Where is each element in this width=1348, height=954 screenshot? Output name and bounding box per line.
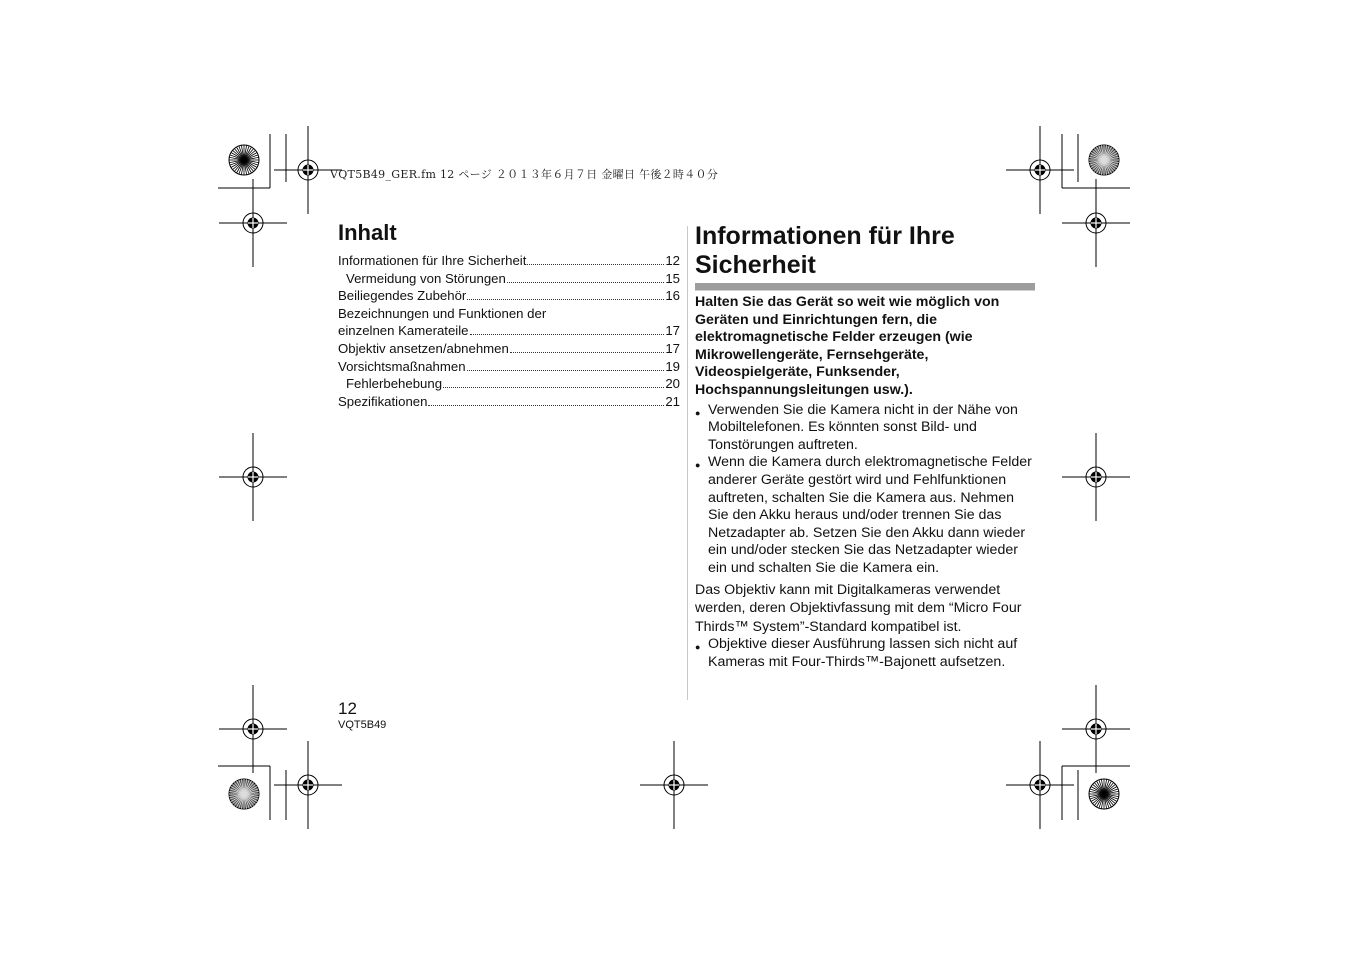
toc-entry [338,393,680,411]
registration-mark-icon [219,433,287,521]
bullet-text: Objektive dieser Ausführung lassen sich nicht auf Kameras mit Four-Thirds™-Bajonett aufsetzen. [708,636,1018,670]
toc-leader-dots [507,270,665,283]
toc-entry-label: Vermeidung von Störungen [346,270,506,286]
registration-mark-icon [274,741,342,829]
bullet-dot-icon: ● [695,460,701,471]
toc-leader-dots [467,358,665,371]
registration-mark-icon [219,179,287,267]
registration-mark-icon [640,741,708,829]
document-code: VQT5B49 [338,719,387,731]
toc-entry-page: 12 [665,253,680,268]
section-body [695,294,1037,671]
star-target-icon [1089,779,1119,809]
bullet-dot-icon: ● [695,407,701,418]
bullet-text: Wenn die Kamera durch elektromagnetische Felder anderer Geräte gestört wird und Fehlfunktionen auftreten, schalten Sie die Kamera aus. Nehmen Sie den Akku heraus und/oder trennen Sie das Netzadapter ab. Setzen Sie den Akku dann wieder ein und/oder stecken Sie das Netzadapter wieder ein und schalten Sie die Kamera ein. [708,454,1032,576]
toc-entry [338,340,680,358]
toc-entry-page: 17 [665,340,680,356]
toc-entry-label: Objektiv ansetzen/abnehmen [338,340,509,356]
toc-entry [338,252,680,270]
toc-leader-dots [470,322,665,335]
toc-entry-label: einzelnen Kamerateile [338,323,469,339]
toc-leader-dots [428,393,664,406]
column-divider [687,226,688,700]
toc-title: Inhalt [338,220,397,245]
toc-entry-page: 19 [665,358,680,374]
print-header-file-info: VQT5B49_GER.fm 12 ページ ２０１３年６月７日 金曜日 午後２時４０分 [330,168,719,181]
toc-leader-dots [467,287,664,300]
toc-entry [338,375,680,393]
toc-entry-page: 16 [665,288,680,304]
toc-entry-page: 17 [665,323,680,339]
registration-mark-icon [1062,179,1130,267]
toc-entry-page: 15 [665,270,680,286]
title-underline-shadow [695,290,1035,291]
star-target-icon [1089,145,1119,175]
bullet-list-1 [695,402,1037,578]
toc-entry [338,305,680,323]
page-number: 12 [338,699,357,718]
toc-entry-label: Fehlerbehebung [346,376,443,392]
bullet-item [695,636,1037,671]
table-of-contents [338,252,680,410]
toc-entry [338,322,680,340]
bullet-item [695,454,1037,577]
toc-entry [338,358,680,376]
toc-entry-page: 20 [665,376,680,392]
toc-entry-label: Vorsichtsmaßnahmen [338,358,466,374]
toc-entry-label: Informationen für Ihre Sicherheit [338,253,527,268]
bullet-dot-icon: ● [695,642,701,652]
registration-mark-icon [219,685,287,773]
toc-entry [338,287,680,305]
toc-leader-dots [527,252,664,265]
toc-leader-dots [443,375,664,388]
toc-entry-label: Beiliegendes Zubehör [338,288,467,304]
registration-mark-icon [1006,741,1074,829]
registration-mark-icon [1062,685,1130,773]
toc-entry-page: 21 [665,393,680,409]
toc-entry-label: Spezifikationen [338,393,428,409]
toc-entry-label: Bezeichnungen und Funktionen der [338,305,547,321]
title-underline [695,283,1035,290]
lead-paragraph: Halten Sie das Gerät so weit wie möglich von Geräten und Einrichtungen fern, die elektromagnetische Felder erzeugen (wie Mikrowellengeräte, Fernsehgeräte, Videospielgeräte, Funksender, Hochspannungsleitungen usw.). [695,294,1000,398]
bullet-list-2 [695,636,1037,671]
registration-mark-icon [1006,126,1074,214]
registration-mark-icon [1062,433,1130,521]
section-title: Informationen für Ihre Sicherheit [695,222,955,279]
bullet-item [695,402,1037,455]
compatibility-paragraph: Das Objektiv kann mit Digitalkameras verwendet werden, deren Objektivfassung mit dem “Micro Four Thirds™ System”-Standard kompatibel ist. [695,581,1022,635]
star-target-icon [229,779,259,809]
star-target-icon [229,145,259,175]
toc-leader-dots [510,340,665,353]
bullet-text: Verwenden Sie die Kamera nicht in der Nähe von Mobiltelefonen. Es könnten sonst Bild- und Tonstörungen auftreten. [708,401,1018,453]
toc-entry [338,270,680,288]
